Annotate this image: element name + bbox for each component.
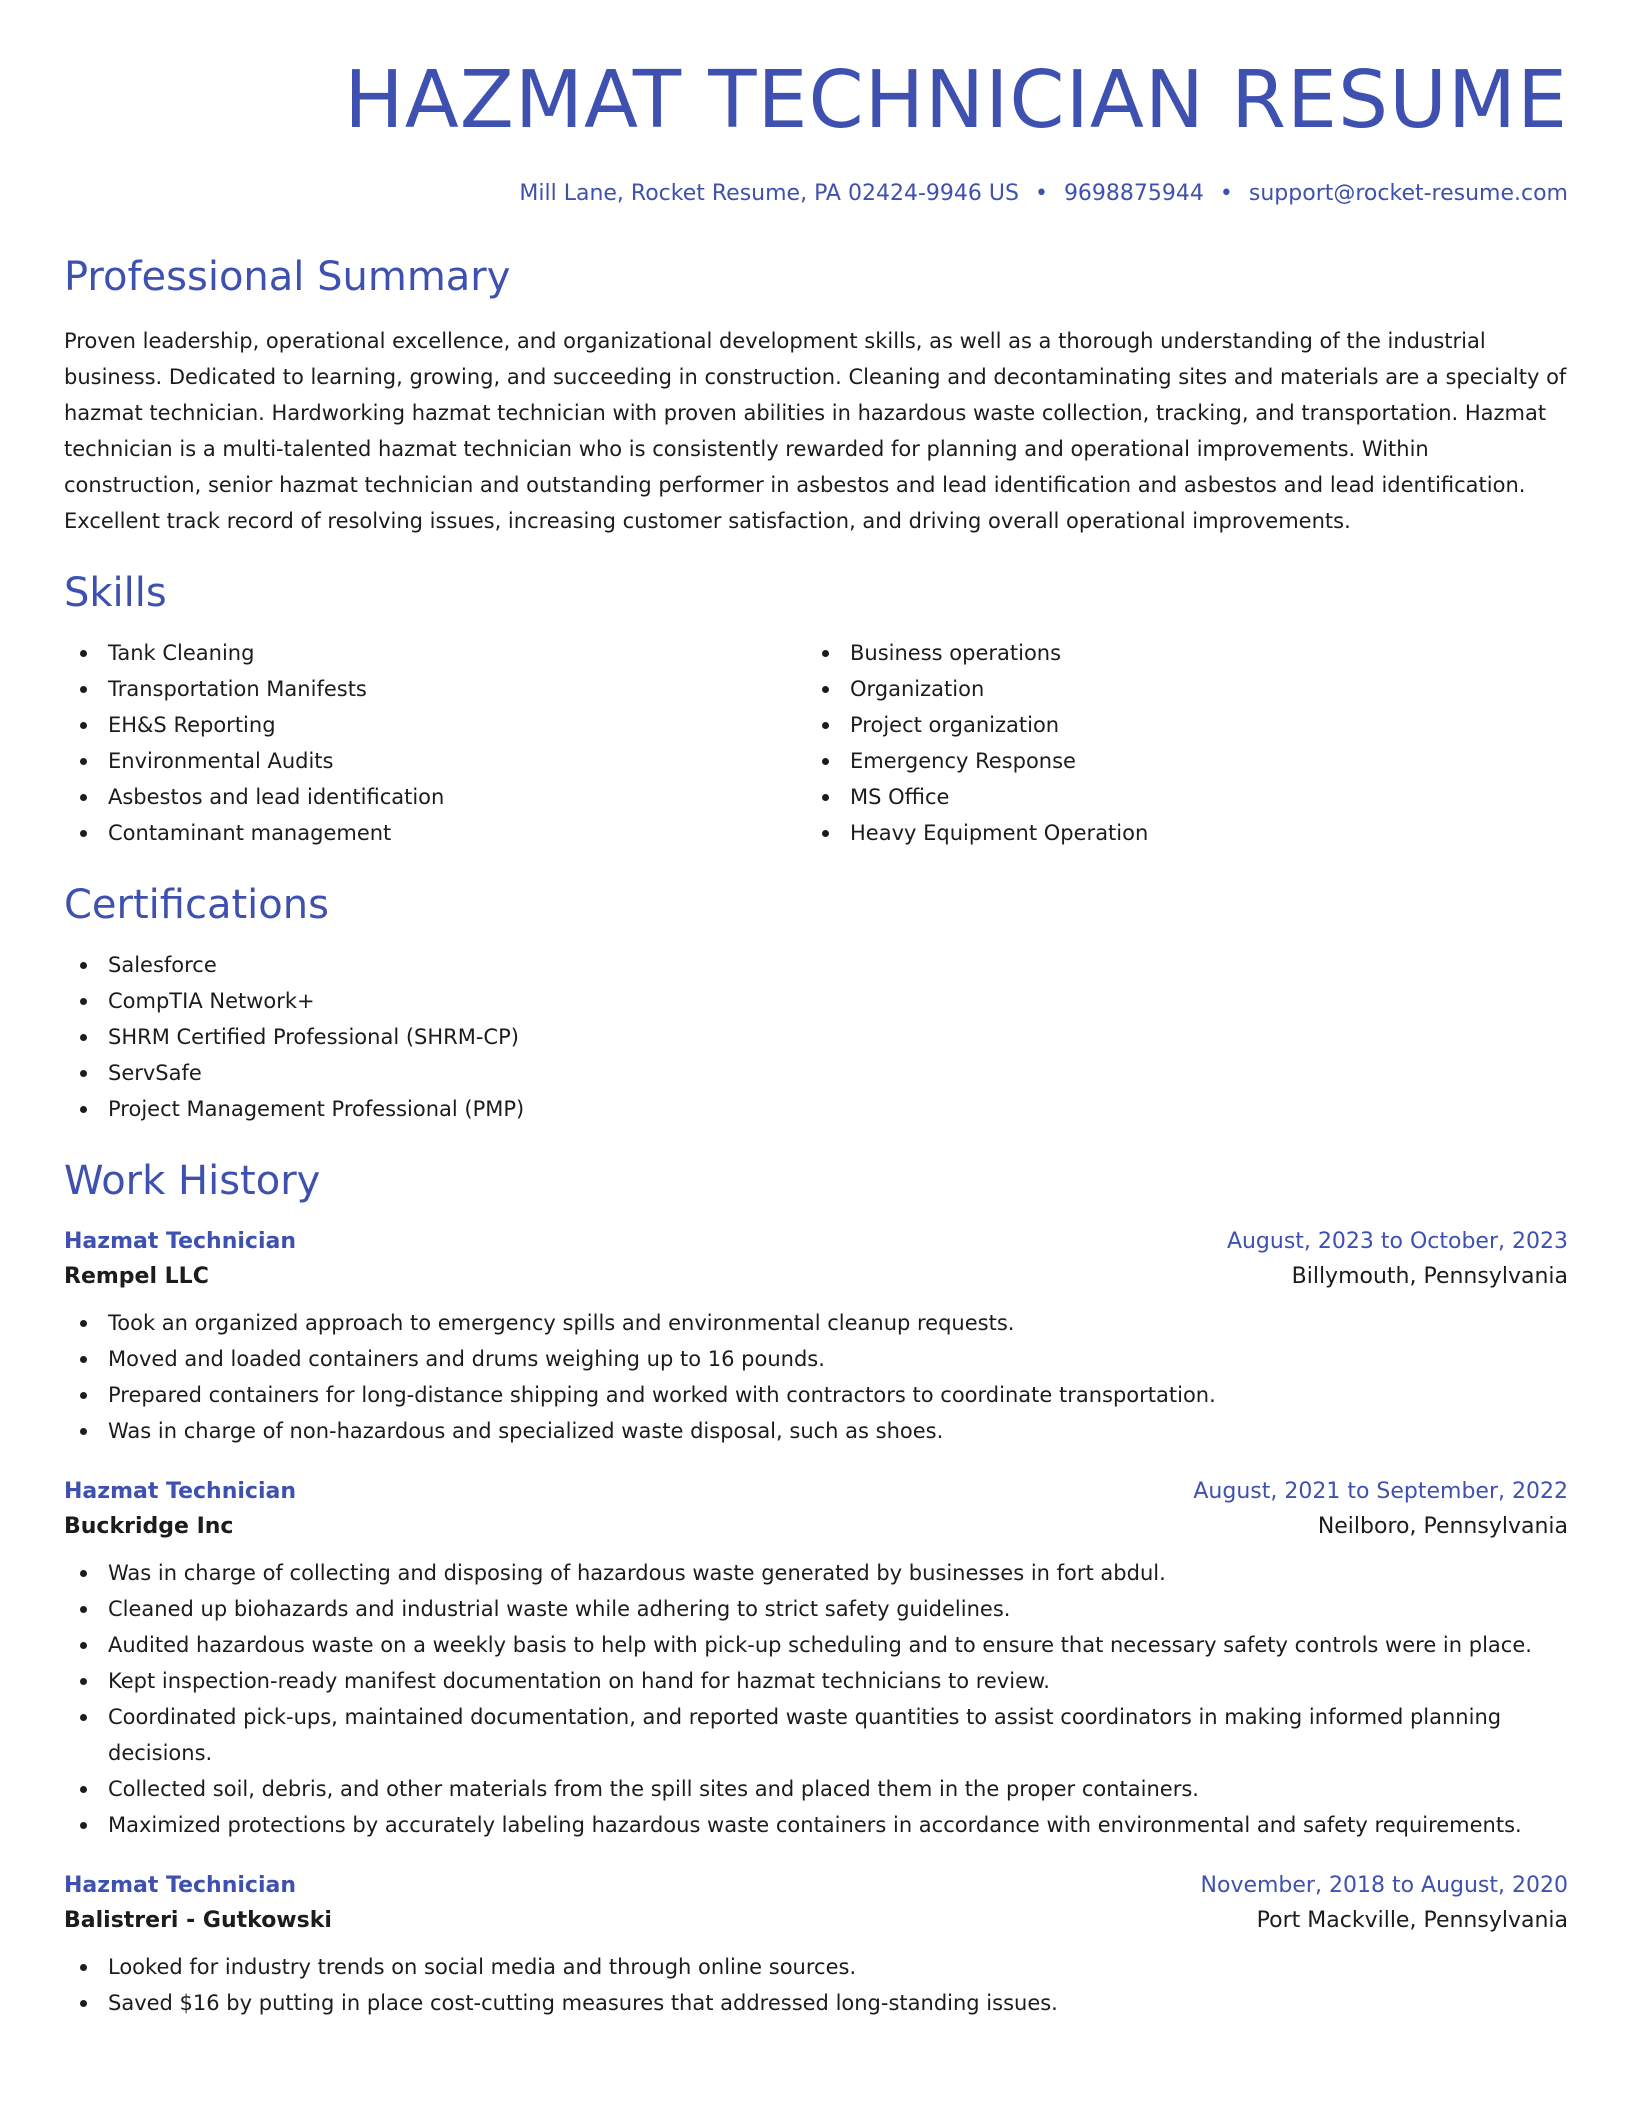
- job-entry: [64, 1229, 1568, 1449]
- summary-line: business. Dedicated to learning, growing, and succeeding in construction. Cleaning and decontaminating sites and materials are a specialty of: [64, 365, 1567, 389]
- job-role: Hazmat Technician: [64, 1229, 297, 1254]
- certifications-list: [64, 947, 1568, 1127]
- job-bullets: [64, 1305, 1568, 1449]
- job-location: Port Mackville, Pennsylvania: [1256, 1908, 1568, 1933]
- job-entry: [64, 1479, 1568, 1843]
- job-location: Neilboro, Pennsylvania: [1317, 1514, 1568, 1539]
- job-subheader: [64, 1908, 1568, 1933]
- skills-list: [64, 635, 1568, 851]
- summary-line: Proven leadership, operational excellence, and organizational development skills, as well as a thorough understanding of the industrial: [64, 329, 1486, 353]
- job-company: Buckridge Inc: [64, 1514, 234, 1539]
- contact-line: [64, 183, 1568, 205]
- contact-separator: •: [1034, 181, 1048, 206]
- certification-item: ServSafe: [64, 1055, 1568, 1091]
- job-bullet: Prepared containers for long-distance shipping and worked with contractors to coordinate transportation.: [64, 1377, 1568, 1413]
- job-role: Hazmat Technician: [64, 1479, 297, 1504]
- job-subheader: [64, 1264, 1568, 1289]
- skill-item: Organization: [806, 671, 1548, 707]
- resume-title: HAZMAT TECHNICIAN RESUME: [344, 54, 1568, 146]
- skill-item: Project organization: [806, 707, 1548, 743]
- job-subheader: [64, 1514, 1568, 1539]
- job-company: Balistreri - Gutkowski: [64, 1908, 332, 1933]
- skill-item: EH&S Reporting: [64, 707, 806, 743]
- job-header: [64, 1229, 1568, 1254]
- certifications-heading: Certifications: [64, 882, 329, 928]
- skills-heading: Skills: [64, 570, 167, 616]
- job-dates: August, 2023 to October, 2023: [1226, 1229, 1568, 1254]
- skill-item: Tank Cleaning: [64, 635, 806, 671]
- skill-item: Heavy Equipment Operation: [806, 815, 1548, 851]
- summary-heading: Professional Summary: [64, 254, 511, 300]
- skills-column-right: [806, 635, 1548, 851]
- skill-item: Asbestos and lead identification: [64, 779, 806, 815]
- job-dates: November, 2018 to August, 2020: [1200, 1873, 1568, 1898]
- certification-item: Salesforce: [64, 947, 1568, 983]
- job-bullet: Coordinated pick-ups, maintained documentation, and reported waste quantities to assist coordinators in making informed planning decisions.: [64, 1699, 1568, 1771]
- contact-email: support@rocket-resume.com: [1248, 181, 1568, 206]
- certification-item: CompTIA Network+: [64, 983, 1568, 1019]
- job-bullet: Was in charge of collecting and disposing of hazardous waste generated by businesses in fort abdul.: [64, 1555, 1568, 1591]
- work-history-heading: Work History: [64, 1158, 321, 1204]
- job-header: [64, 1479, 1568, 1504]
- job-bullet: Took an organized approach to emergency spills and environmental cleanup requests.: [64, 1305, 1568, 1341]
- job-bullet: Looked for industry trends on social media and through online sources.: [64, 1949, 1568, 1985]
- skill-item: Business operations: [806, 635, 1548, 671]
- job-header: [64, 1873, 1568, 1898]
- skill-item: Environmental Audits: [64, 743, 806, 779]
- skill-item: MS Office: [806, 779, 1548, 815]
- summary-line: Excellent track record of resolving issues, increasing customer satisfaction, and driving overall operational improvements.: [64, 509, 1351, 533]
- skill-item: Contaminant management: [64, 815, 806, 851]
- job-bullet: Moved and loaded containers and drums weighing up to 16 pounds.: [64, 1341, 1568, 1377]
- summary-paragraph: [64, 323, 1568, 539]
- job-bullets: [64, 1555, 1568, 1843]
- skill-item: Emergency Response: [806, 743, 1548, 779]
- certification-item: Project Management Professional (PMP): [64, 1091, 1568, 1127]
- summary-line: hazmat technician. Hardworking hazmat technician with proven abilities in hazardous waste collection, tracking, and transportation. Hazmat: [64, 401, 1547, 425]
- job-dates: August, 2021 to September, 2022: [1193, 1479, 1568, 1504]
- contact-address: Mill Lane, Rocket Resume, PA 02424-9946 US: [519, 181, 1019, 206]
- job-bullets: [64, 1949, 1568, 2021]
- skill-item: Transportation Manifests: [64, 671, 806, 707]
- job-bullet: Cleaned up biohazards and industrial waste while adhering to strict safety guidelines.: [64, 1591, 1568, 1627]
- job-bullet: Audited hazardous waste on a weekly basis to help with pick-up scheduling and to ensure that necessary safety controls were in place.: [64, 1627, 1568, 1663]
- summary-line: technician is a multi-talented hazmat technician who is consistently rewarded for planning and operational improvements. Within: [64, 437, 1429, 461]
- job-bullet: Was in charge of non-hazardous and specialized waste disposal, such as shoes.: [64, 1413, 1568, 1449]
- job-bullet: Maximized protections by accurately labeling hazardous waste containers in accordance with environmental and safety requirements.: [64, 1807, 1568, 1843]
- certification-item: SHRM Certified Professional (SHRM-CP): [64, 1019, 1568, 1055]
- contact-phone: 9698875944: [1063, 181, 1204, 206]
- skills-column-left: [64, 635, 806, 851]
- job-bullet: Kept inspection-ready manifest documentation on hand for hazmat technicians to review.: [64, 1663, 1568, 1699]
- job-bullet: Saved $16 by putting in place cost-cutting measures that addressed long-standing issues.: [64, 1985, 1568, 2021]
- job-location: Billymouth, Pennsylvania: [1291, 1264, 1568, 1289]
- job-role: Hazmat Technician: [64, 1873, 297, 1898]
- job-bullet: Collected soil, debris, and other materials from the spill sites and placed them in the proper containers.: [64, 1771, 1568, 1807]
- summary-line: construction, senior hazmat technician and outstanding performer in asbestos and lead identification and asbestos and lead identification.: [64, 473, 1526, 497]
- contact-separator: •: [1219, 181, 1233, 206]
- job-company: Rempel LLC: [64, 1264, 209, 1289]
- job-entry: [64, 1873, 1568, 2021]
